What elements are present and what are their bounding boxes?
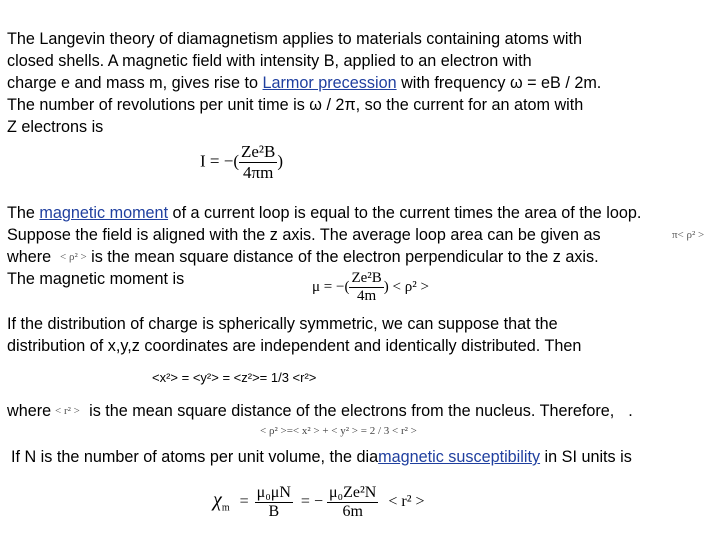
eq-lhs: I = −( <box>200 151 239 171</box>
text-line: closed shells. A magnetic field with intensity B, applied to an electron with <box>7 52 532 70</box>
eq-numerator: Ze²B <box>351 270 382 286</box>
text-line <box>7 246 641 268</box>
text-line: The Langevin theory of diamagnetism applies to materials containing atoms with <box>7 30 582 48</box>
text-span: If N is the number of atoms per unit volume, the dia <box>11 448 379 466</box>
eq-fraction <box>239 142 277 183</box>
inline-formula-area: π< ρ² > <box>672 229 705 241</box>
paragraph-spherical-symmetry <box>7 313 581 357</box>
text-span: in SI units is <box>540 448 632 466</box>
text-span: of a current loop is equal to the current times the area of the loop. <box>168 204 642 222</box>
text-line: Suppose the field is aligned with the z axis. The average loop area can be given as <box>7 226 601 244</box>
eq-denominator: B <box>268 503 280 520</box>
paragraph-susceptibility <box>11 446 632 468</box>
text-line <box>11 446 632 468</box>
text-span: where <box>7 402 52 420</box>
eq-subscript: m <box>221 502 230 514</box>
text-line: The magnetic moment is <box>7 270 185 288</box>
inline-formula-r: < r² > <box>55 405 80 417</box>
eq-minus: = − <box>300 493 323 511</box>
eq-fraction <box>327 484 378 521</box>
equation-coordinates: <x²> = <y²> = <z²>= 1/3 <r²> <box>152 370 317 385</box>
eq-numerator: μ₀μN <box>256 484 291 501</box>
eq-fraction <box>349 270 383 305</box>
eq-denominator: 4πm <box>243 163 274 182</box>
paragraph-mean-square <box>7 400 633 422</box>
eq-rhs: ) <box>277 151 284 171</box>
text-span: where <box>7 248 52 266</box>
eq-lhs: μ = −( <box>312 278 350 295</box>
text-line: The number of revolutions per unit time is ω / 2π, so the current for an atom with <box>7 96 584 114</box>
eq-rhs: < r² > <box>388 493 425 511</box>
magnetic-moment-link[interactable]: magnetic moment <box>39 204 169 222</box>
text-line: Z electrons is <box>7 118 104 136</box>
text-span: is the mean square distance of the electrons from the nucleus. Therefore, <box>89 402 615 420</box>
inline-formula-rho: < ρ² > <box>60 251 87 263</box>
eq-equals: = <box>239 493 249 511</box>
eq-denominator: 6m <box>342 503 363 520</box>
text-span: is the mean square distance of the electron perpendicular to the z axis. <box>91 248 599 266</box>
magnetic-susceptibility-link[interactable]: magnetic susceptibility <box>378 448 541 466</box>
text-line <box>7 400 633 422</box>
text-line <box>7 202 641 224</box>
equation-moment <box>312 270 429 305</box>
eq-denominator: 4m <box>357 288 377 304</box>
paragraph-langevin-intro <box>7 28 601 138</box>
eq-fraction <box>255 484 293 521</box>
equation-susceptibility <box>213 484 425 521</box>
text-span: The <box>7 204 40 222</box>
text-span: with frequency ω = eB / 2m. <box>396 74 602 92</box>
eq-rhs: ) < ρ² > <box>383 278 429 295</box>
eq-numerator: μ₀Ze²N <box>328 484 377 501</box>
text-line: distribution of x,y,z coordinates are independent and identically distributed. Then <box>7 337 582 355</box>
larmor-precession-link[interactable]: Larmor precession <box>262 74 397 92</box>
text-line: If the distribution of charge is spherically symmetric, we can suppose that the <box>7 315 558 333</box>
text-line <box>7 72 601 94</box>
equation-current <box>200 142 283 183</box>
eq-chi: χ <box>213 489 222 512</box>
equation-rho-relation: < ρ² >=< x² > + < y² > = 2 / 3 < r² > <box>260 425 417 437</box>
text-span: . <box>628 402 633 420</box>
text-span: charge e and mass m, gives rise to <box>7 74 263 92</box>
eq-numerator: Ze²B <box>241 142 276 161</box>
